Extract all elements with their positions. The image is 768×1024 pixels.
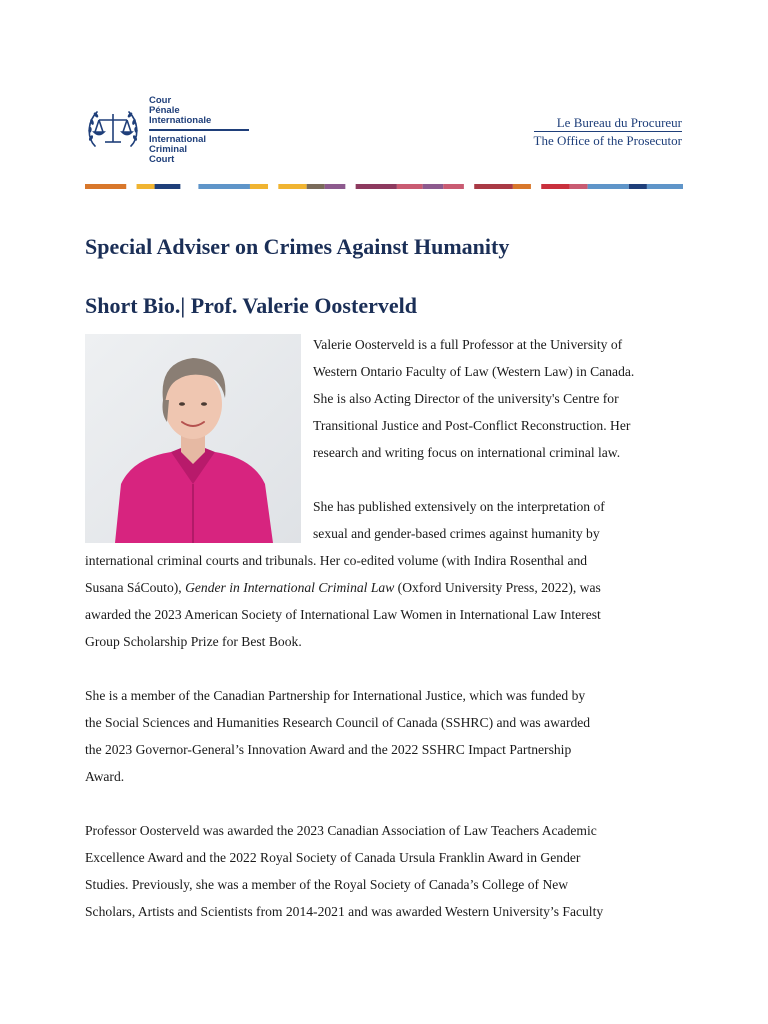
color-strip-segment bbox=[397, 184, 423, 189]
color-strip-svg bbox=[85, 184, 683, 189]
color-strip-segment bbox=[250, 184, 268, 189]
color-strip-segment bbox=[155, 184, 181, 189]
office-fr: Le Bureau du Procureur bbox=[556, 115, 682, 130]
paragraph-gap bbox=[85, 466, 685, 493]
color-strip-segment bbox=[513, 184, 531, 189]
bio-line: sexual and gender-based crimes against humanity by bbox=[313, 526, 600, 541]
org-name bbox=[149, 96, 249, 165]
color-strip-segment bbox=[629, 184, 647, 189]
bio-line: the Social Sciences and Humanities Research Council of Canada (SSHRC) and was awarded bbox=[85, 715, 591, 730]
color-strip-segment bbox=[325, 184, 346, 189]
color-strip-segment bbox=[307, 184, 325, 189]
bio-text: Susana SáCouto), bbox=[85, 580, 186, 595]
color-strip-segment bbox=[198, 184, 250, 189]
icc-logo bbox=[85, 96, 265, 172]
org-name-en-2: Criminal bbox=[149, 143, 188, 155]
bio-line: international criminal courts and tribunals. Her co-edited volume (with Indira Rosenthal and bbox=[85, 553, 588, 568]
bio-line: She is also Acting Director of the university's Centre for bbox=[313, 391, 619, 406]
org-name-en-1: International bbox=[149, 133, 207, 145]
office-divider bbox=[534, 131, 682, 132]
office-of-prosecutor-label bbox=[534, 115, 682, 149]
color-strip-segment bbox=[588, 184, 629, 189]
org-name-fr-3: Internationale bbox=[149, 115, 212, 126]
bio-line: Group Scholarship Prize for Best Book. bbox=[85, 634, 302, 649]
bio-line: research and writing focus on international criminal law. bbox=[313, 445, 621, 460]
color-strip-segment bbox=[443, 184, 464, 189]
bio-line: She has published extensively on the interpretation of bbox=[313, 499, 605, 514]
org-name-fr-1: Cour bbox=[149, 95, 172, 106]
bio-line: Award. bbox=[85, 769, 125, 784]
bio-line: awarded the 2023 American Society of International Law Women in International Law Interest bbox=[85, 607, 601, 622]
bio-line: She is a member of the Canadian Partnership for International Justice, which was funded by bbox=[85, 688, 586, 703]
color-strip-segment bbox=[647, 184, 683, 189]
bio-line: Professor Oosterveld was awarded the 2023 Canadian Association of Law Teachers Academic bbox=[85, 823, 597, 838]
color-strip-segment bbox=[137, 184, 155, 189]
decorative-color-strip bbox=[85, 184, 683, 189]
org-name-fr-2: Pénale bbox=[149, 105, 180, 116]
paragraph-gap bbox=[85, 790, 685, 817]
bio-text: (Oxford University Press, 2022), was bbox=[394, 580, 601, 595]
color-strip-segment bbox=[570, 184, 588, 189]
paragraph-gap bbox=[85, 655, 685, 682]
color-strip-segment bbox=[423, 184, 444, 189]
bio-line: Scholars, Artists and Scientists from 2014-2021 and was awarded Western University’s Faculty bbox=[85, 904, 604, 919]
scales-of-justice-laurel-icon bbox=[85, 106, 141, 154]
bio-line: Valerie Oosterveld is a full Professor at the University of bbox=[313, 337, 623, 352]
bio-line-with-book-title bbox=[85, 574, 685, 601]
bio-line: Western Ontario Faculty of Law (Western Law) in Canada. bbox=[313, 364, 635, 379]
org-name-divider bbox=[149, 129, 249, 131]
org-name-en-3: Court bbox=[149, 153, 175, 165]
color-strip-segment bbox=[278, 184, 306, 189]
bio-body bbox=[85, 331, 685, 925]
bio-line: Studies. Previously, she was a member of the Royal Society of Canada’s College of New bbox=[85, 877, 569, 892]
color-strip-segment bbox=[541, 184, 569, 189]
color-strip-segment bbox=[85, 184, 126, 189]
color-strip-segment bbox=[474, 184, 513, 189]
color-strip-segment bbox=[356, 184, 397, 189]
book-title: Gender in International Criminal Law bbox=[185, 580, 395, 595]
page-subtitle: Short Bio.| Prof. Valerie Oosterveld bbox=[85, 293, 417, 318]
office-en: The Office of the Prosecutor bbox=[533, 133, 682, 148]
page-title: Special Adviser on Crimes Against Humanity bbox=[85, 234, 510, 259]
bio-line: Transitional Justice and Post-Conflict Reconstruction. Her bbox=[313, 418, 631, 433]
bio-line: Excellence Award and the 2022 Royal Society of Canada Ursula Franklin Award in Gender bbox=[85, 850, 581, 865]
bio-line: the 2023 Governor-General’s Innovation Award and the 2022 SSHRC Impact Partnership bbox=[85, 742, 572, 757]
